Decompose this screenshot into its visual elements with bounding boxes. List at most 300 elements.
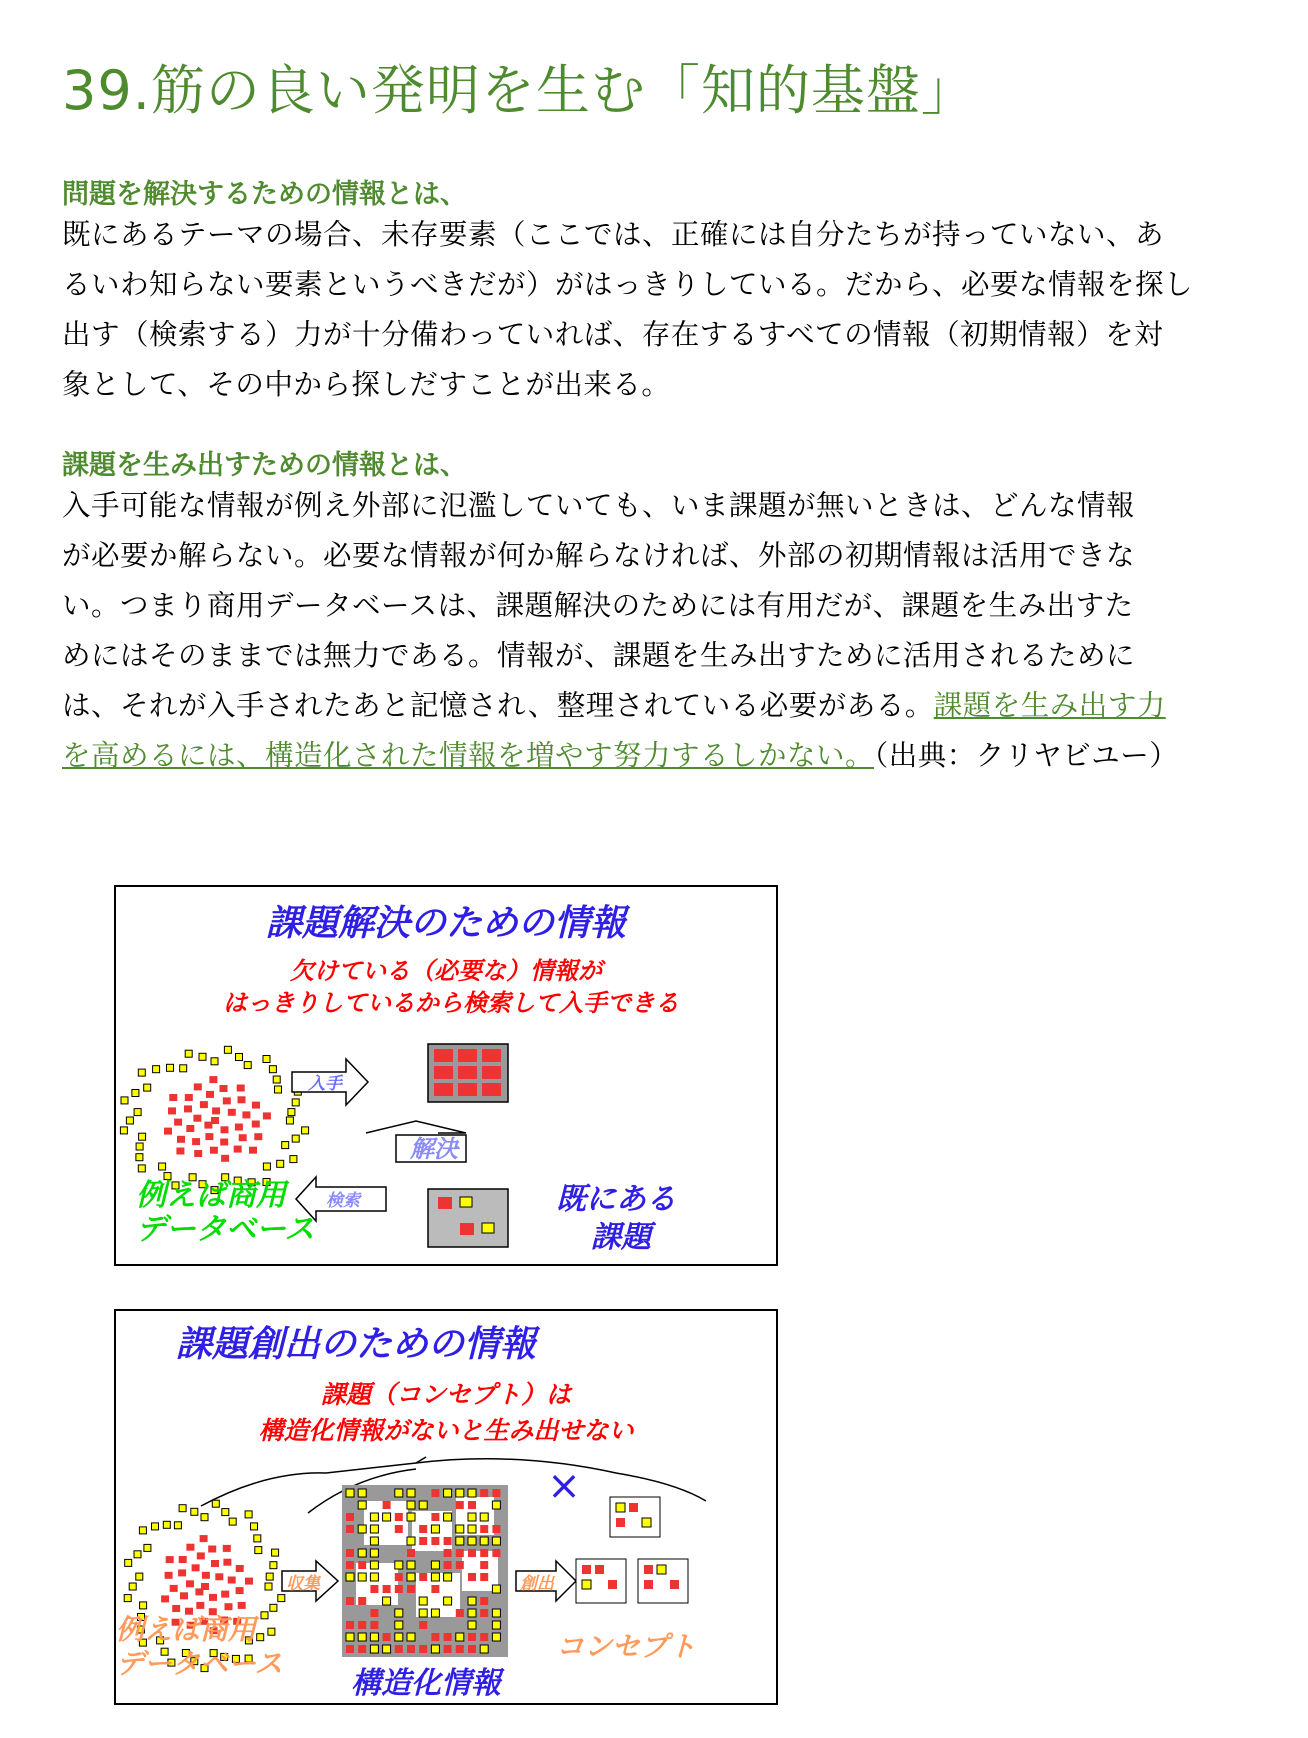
structure-cell (419, 1597, 427, 1605)
grid-cell (482, 1066, 501, 1079)
structure-cell (358, 1549, 366, 1557)
section1-line: 象として、その中から探しだすことが出来る。 (62, 368, 671, 401)
structure-cell (419, 1501, 427, 1509)
structure-cell (407, 1501, 415, 1509)
cloud-red-dot (215, 1573, 223, 1580)
cloud-red-dot (236, 1587, 244, 1594)
structure-cell (431, 1513, 439, 1521)
cloud-yellow-dot (278, 1595, 285, 1602)
concept-cell (642, 1518, 651, 1527)
structure-cell (419, 1525, 427, 1533)
structure-cell (480, 1489, 488, 1497)
cloud-red-dot (236, 1565, 244, 1572)
structure-cell (431, 1525, 439, 1533)
cloud-red-dot (252, 1102, 260, 1109)
structure-cell (456, 1609, 464, 1617)
structure-cell (480, 1525, 488, 1533)
cloud-red-dot (194, 1083, 202, 1090)
cloud-yellow-dot (152, 1523, 159, 1530)
grid-cell (434, 1083, 453, 1096)
cross-mark-icon: × (547, 1463, 581, 1509)
cloud-yellow-dot (270, 1562, 277, 1569)
concept-cell (657, 1565, 666, 1574)
structure-cell (480, 1645, 488, 1653)
cloud-yellow-dot (191, 1508, 198, 1515)
cloud-yellow-dot (134, 1551, 141, 1558)
structure-cell (358, 1501, 366, 1509)
cloud-red-dot (221, 1591, 229, 1598)
cloud-yellow-dot (136, 1143, 143, 1150)
structure-cell (468, 1645, 476, 1653)
cloud-yellow-dot (120, 1127, 127, 1134)
structure-cell (419, 1537, 427, 1545)
structure-cell (492, 1501, 500, 1509)
cloud-red-dot (206, 1091, 214, 1098)
structure-cell (468, 1525, 476, 1533)
cloud-red-dot (205, 1133, 213, 1140)
structure-cell (419, 1573, 427, 1581)
arrow-solve (366, 1121, 466, 1163)
section1-line: 出す（検索する）力が十分備わっていれば、存在するすべての情報（初期情報）を対 (62, 318, 1164, 351)
structure-cell (370, 1609, 378, 1617)
structure-cell (395, 1633, 403, 1641)
section2-line5 (62, 681, 1252, 731)
structure-cell (370, 1549, 378, 1557)
cloud-red-dot (174, 1119, 182, 1126)
cloud-red-dot (204, 1122, 212, 1129)
cloud-red-dot (186, 1580, 194, 1587)
structure-cell (492, 1621, 500, 1629)
emphasis-link-part2[interactable]: を高めるには、構造化された情報を増やす努力するしかない。 (62, 739, 875, 772)
concept-cell (582, 1580, 591, 1589)
cloud-red-dot (176, 1148, 184, 1155)
cloud-red-dot (223, 1545, 231, 1552)
structure-cell (419, 1645, 427, 1653)
line5-text: は、それが入手されたあと記憶され、整理されている必要がある。 (62, 689, 934, 722)
cloud-red-dot (179, 1556, 187, 1563)
cloud-red-dot (249, 1147, 257, 1154)
structure-cell (358, 1621, 366, 1629)
arrow-create-label: 創出 (520, 1574, 554, 1594)
cloud-yellow-dot (266, 1573, 273, 1580)
figure2-subtitle-2: 構造化情報がないと生み出せない (258, 1416, 634, 1445)
structure-cell (444, 1633, 452, 1641)
structure-cell (346, 1561, 354, 1569)
structure-cell (358, 1633, 366, 1641)
grid-cell (458, 1049, 477, 1062)
cloud-red-dot (221, 1155, 229, 1162)
cloud-red-dot (178, 1569, 186, 1576)
cloud-yellow-dot (144, 1544, 151, 1551)
structure-cell (480, 1573, 488, 1581)
database-cloud (120, 1046, 308, 1193)
figure2-title: 課題創出のための情報 (175, 1324, 537, 1365)
cloud-yellow-dot (277, 1160, 284, 1167)
database-label-2: データベース (116, 1647, 283, 1680)
arrow-collect (282, 1561, 338, 1601)
cloud-yellow-dot (290, 1156, 297, 1163)
structure-cell (346, 1525, 354, 1533)
cloud-red-dot (166, 1556, 174, 1563)
cloud-yellow-dot (174, 1522, 181, 1529)
structure-cell (456, 1633, 464, 1641)
cloud-red-dot (186, 1544, 194, 1551)
cloud-yellow-dot (185, 1050, 192, 1057)
cloud-yellow-dot (180, 1065, 187, 1072)
emphasis-link-part1[interactable]: 課題を生み出す力 (933, 689, 1166, 722)
cloud-yellow-dot (263, 1056, 270, 1063)
structure-cell (358, 1561, 366, 1569)
cloud-yellow-dot (273, 1076, 280, 1083)
structure-cell (407, 1513, 415, 1521)
structure-cell (383, 1585, 391, 1593)
structure-cell (492, 1633, 500, 1641)
section2-paragraph (62, 481, 1252, 781)
cloud-yellow-dot (282, 1142, 289, 1149)
structure-cell (431, 1537, 439, 1545)
cloud-red-dot (172, 1605, 180, 1612)
structure-cell (370, 1645, 378, 1653)
cloud-yellow-dot (139, 1133, 146, 1140)
grid-cell (434, 1049, 453, 1062)
cloud-yellow-dot (292, 1099, 299, 1106)
figure2-canvas (116, 1311, 776, 1703)
cloud-red-dot (193, 1115, 201, 1122)
cloud-red-dot (228, 1109, 236, 1116)
structure-cell (370, 1513, 378, 1521)
section1-line: るいわ知らない要素というべきだが）がはっきりしている。だから、必要な情報を探し (62, 268, 1194, 301)
existing-issue-label-1: 既にある (556, 1182, 676, 1217)
arrow-get (292, 1059, 368, 1105)
structure-cell (431, 1645, 439, 1653)
structure-cell (468, 1609, 476, 1617)
cloud-red-dot (223, 1097, 231, 1104)
structure-cell (480, 1609, 488, 1617)
structure-cell (492, 1549, 500, 1557)
structure-cell (358, 1597, 366, 1605)
cloud-yellow-dot (265, 1583, 272, 1590)
grid-cell (434, 1066, 453, 1079)
figure1-title: 課題解決のための情報 (265, 903, 627, 944)
obtained-info-grid (428, 1044, 508, 1102)
structure-cell (346, 1597, 354, 1605)
section2-line: めにはそのままでは無力である。情報が、課題を生み出すために活用されるために (62, 639, 1136, 672)
structure-cell (456, 1489, 464, 1497)
cloud-red-dot (212, 1107, 220, 1114)
cloud-red-dot (238, 1096, 246, 1103)
figure1-subtitle-2: はっきりしているから検索して入手できる (223, 989, 679, 1017)
cloud-yellow-dot (167, 1064, 174, 1071)
cloud-red-dot (208, 1546, 216, 1553)
figure-issue-creation (114, 1309, 778, 1705)
concept-cell (616, 1503, 625, 1512)
structure-cell (444, 1561, 452, 1569)
structure-cell (358, 1489, 366, 1497)
cloud-red-dot (169, 1094, 177, 1101)
cloud-red-dot (184, 1105, 192, 1112)
structure-cell (407, 1561, 415, 1569)
cloud-yellow-dot (269, 1066, 276, 1073)
structure-cell (444, 1513, 452, 1521)
cloud-red-dot (263, 1112, 271, 1119)
section2-line: い。つまり商用データベースは、課題解決のためには有用だが、課題を生み出すた (62, 589, 1134, 622)
section1-heading: 問題を解決するための情報とは、 (62, 179, 467, 210)
structure-cell (395, 1573, 403, 1581)
structure-cell (370, 1537, 378, 1545)
cloud-yellow-dot (144, 1084, 151, 1091)
cloud-red-dot (209, 1594, 217, 1601)
cloud-red-dot (238, 1602, 246, 1609)
structure-cell (419, 1621, 427, 1629)
structure-cell (468, 1513, 476, 1521)
arrow-collect-label: 収集 (286, 1574, 320, 1594)
structure-cell (346, 1549, 354, 1557)
structure-cell (407, 1573, 415, 1581)
database-label-1: 例えば商用 (116, 1613, 257, 1646)
cloud-yellow-dot (124, 1595, 131, 1602)
section2-heading: 課題を生み出すための情報とは、 (62, 450, 467, 481)
structure-cell (370, 1621, 378, 1629)
section1-paragraph (62, 210, 1252, 410)
cloud-red-dot (200, 1101, 208, 1108)
arrow-search-label: 検索 (326, 1191, 360, 1211)
concept-cell (644, 1565, 653, 1574)
structure-cell (456, 1549, 464, 1557)
structure-cell (358, 1525, 366, 1533)
cloud-yellow-dot (288, 1109, 295, 1116)
cloud-yellow-dot (229, 1518, 236, 1525)
cloud-yellow-dot (163, 1521, 170, 1528)
structure-cell (480, 1537, 488, 1545)
cloud-yellow-dot (272, 1549, 279, 1556)
structure-cell (431, 1633, 439, 1641)
cloud-red-dot (186, 1125, 194, 1132)
cloud-red-dot (195, 1588, 203, 1595)
structure-cell (444, 1573, 452, 1581)
structure-cell (468, 1489, 476, 1497)
structure-cell (480, 1561, 488, 1569)
page-title: 39.筋の良い発明を生む「知的基盤」 (62, 59, 976, 122)
cloud-yellow-dot (212, 1500, 219, 1507)
cloud-yellow-dot (121, 1097, 128, 1104)
concept-cell (644, 1580, 653, 1589)
structure-cell (480, 1633, 488, 1641)
structure-cell (492, 1525, 500, 1533)
concept-cell (608, 1580, 617, 1589)
cloud-yellow-dot (268, 1628, 275, 1635)
cloud-yellow-dot (270, 1604, 277, 1611)
section1-line: 既にあるテーマの場合、未存要素（ここでは、正確には自分たちが持っていない、あ (62, 218, 1165, 251)
cloud-red-dot (168, 1107, 176, 1114)
arrow-solve-label: 解決 (410, 1135, 458, 1163)
cloud-red-dot (234, 1146, 242, 1153)
cloud-yellow-dot (236, 1054, 243, 1061)
structure-cell (395, 1621, 403, 1629)
structure-cell (456, 1525, 464, 1533)
concept-cell (629, 1503, 638, 1512)
structure-cell (395, 1561, 403, 1569)
structure-cell (431, 1585, 439, 1593)
cloud-yellow-dot (201, 1514, 208, 1521)
concept-cell (582, 1565, 591, 1574)
section2-line: 入手可能な情報が例え外部に氾濫していても、いま課題が無いときは、どんな情報 (62, 489, 1136, 522)
cloud-red-dot (192, 1138, 200, 1145)
cloud-red-dot (196, 1602, 204, 1609)
structure-cell (407, 1633, 415, 1641)
source-citation: （出典：クリヤビユー） (874, 739, 1179, 772)
structure-cell (383, 1633, 391, 1641)
structure-cell (346, 1621, 354, 1629)
cloud-yellow-dot (132, 1090, 139, 1097)
structure-cell (444, 1597, 452, 1605)
cloud-yellow-dot (275, 1086, 282, 1093)
structure-cell (383, 1645, 391, 1653)
structure-cell (456, 1561, 464, 1569)
cloud-red-dot (200, 1535, 208, 1542)
concept-boxes (576, 1497, 688, 1603)
structure-cell (444, 1489, 452, 1497)
structure-cell (468, 1573, 476, 1581)
cloud-red-dot (239, 1134, 247, 1141)
structure-cell (370, 1573, 378, 1581)
figure1-subtitle-1: 欠けている（必要な）情報が (290, 957, 602, 985)
structure-cell (492, 1585, 500, 1593)
structure-cell (395, 1585, 403, 1593)
cloud-yellow-dot (211, 1058, 218, 1065)
existing-issue-box (428, 1189, 508, 1247)
section2-line: が必要か解らない。必要な情報が何か解らなければ、外部の初期情報は活用できな (62, 539, 1136, 572)
arrow-get-label: 入手 (308, 1074, 342, 1094)
cloud-red-dot (177, 1136, 185, 1143)
structure-cell (444, 1537, 452, 1545)
structure-cell (456, 1645, 464, 1653)
structure-cell (492, 1489, 500, 1497)
cloud-yellow-dot (126, 1117, 133, 1124)
concept-cell (670, 1580, 679, 1589)
structure-cell (346, 1633, 354, 1641)
structure-cell (407, 1585, 415, 1593)
structure-cell (431, 1489, 439, 1497)
concept-cell (595, 1565, 604, 1574)
structure-cell (358, 1645, 366, 1653)
structure-cell (468, 1537, 476, 1545)
structure-cell (383, 1513, 391, 1521)
cloud-yellow-dot (138, 1165, 145, 1172)
structure-cell (480, 1513, 488, 1521)
cloud-red-dot (242, 1111, 250, 1118)
database-label-1: 例えば商用 (136, 1178, 286, 1213)
cloud-red-dot (235, 1124, 243, 1131)
cloud-yellow-dot (222, 1509, 229, 1516)
cloud-red-dot (202, 1572, 210, 1579)
cloud-yellow-dot (261, 1612, 268, 1619)
cloud-yellow-dot (255, 1547, 262, 1554)
cloud-red-dot (161, 1595, 169, 1602)
figure2-subtitle-1: 課題（コンセプト）は (320, 1380, 572, 1409)
cloud-yellow-dot (292, 1135, 299, 1142)
structure-cell (444, 1549, 452, 1557)
structure-cell (395, 1609, 403, 1617)
structure-cell (468, 1621, 476, 1629)
structure-cell (444, 1645, 452, 1653)
database-label-2: データベース (136, 1212, 315, 1247)
structure-cell (480, 1597, 488, 1605)
structure-cell (431, 1573, 439, 1581)
cloud-red-dot (220, 1085, 228, 1092)
cloud-red-dot (245, 1578, 253, 1585)
structure-cell (383, 1597, 391, 1605)
structure-cell (431, 1561, 439, 1569)
cloud-yellow-dot (134, 1109, 141, 1116)
grid-cell (458, 1083, 477, 1096)
cloud-yellow-dot (263, 1163, 270, 1170)
structure-cell (407, 1549, 415, 1557)
structure-cell (395, 1489, 403, 1497)
concept-cell (616, 1518, 625, 1527)
structure-cell (346, 1645, 354, 1653)
cloud-red-dot (180, 1592, 188, 1599)
cloud-red-dot (221, 1126, 229, 1133)
cloud-red-dot (220, 1139, 228, 1146)
cloud-red-dot (210, 1147, 218, 1154)
structure-cell (346, 1573, 354, 1581)
structure-cell (468, 1501, 476, 1509)
structure-cell (419, 1609, 427, 1617)
cloud-red-dot (252, 1121, 260, 1128)
structure-cell (395, 1645, 403, 1653)
structure-cell (370, 1561, 378, 1569)
section2-line6 (62, 731, 1252, 781)
grid-cell (458, 1066, 477, 1079)
structure-cell (407, 1645, 415, 1653)
cloud-red-dot (192, 1564, 200, 1571)
structure-cell (370, 1633, 378, 1641)
structure-cell (395, 1525, 403, 1533)
structure-cell (370, 1585, 378, 1593)
cloud-yellow-dot (136, 1154, 143, 1161)
cloud-yellow-dot (138, 1069, 145, 1076)
structure-cell (456, 1537, 464, 1545)
cloud-yellow-dot (129, 1583, 136, 1590)
existing-issue-label-2: 課題 (591, 1220, 651, 1255)
structure-cell (468, 1549, 476, 1557)
cloud-red-dot (185, 1094, 193, 1101)
grid-cell (482, 1083, 501, 1096)
cloud-yellow-dot (153, 1066, 160, 1073)
structure-cell (383, 1501, 391, 1509)
cloud-red-dot (223, 1559, 231, 1566)
structure-cell (468, 1633, 476, 1641)
cloud-red-dot (237, 1085, 245, 1092)
structure-cell (358, 1573, 366, 1581)
cloud-red-dot (228, 1577, 236, 1584)
structure-cell (346, 1489, 354, 1497)
cloud-yellow-dot (139, 1527, 146, 1534)
cloud-yellow-dot (199, 1053, 206, 1060)
figure-problem-solving (114, 885, 778, 1266)
structure-cell (492, 1609, 500, 1617)
cloud-yellow-dot (140, 1602, 147, 1609)
structure-cell (346, 1513, 354, 1521)
structure-cell (407, 1537, 415, 1545)
cloud-yellow-dot (254, 1535, 261, 1542)
structured-info-label: 構造化情報 (351, 1666, 501, 1701)
structured-info-block (342, 1485, 508, 1657)
cloud-yellow-dot (224, 1046, 231, 1053)
cloud-yellow-dot (125, 1559, 132, 1566)
structure-cell (407, 1489, 415, 1497)
grid-cell (482, 1049, 501, 1062)
